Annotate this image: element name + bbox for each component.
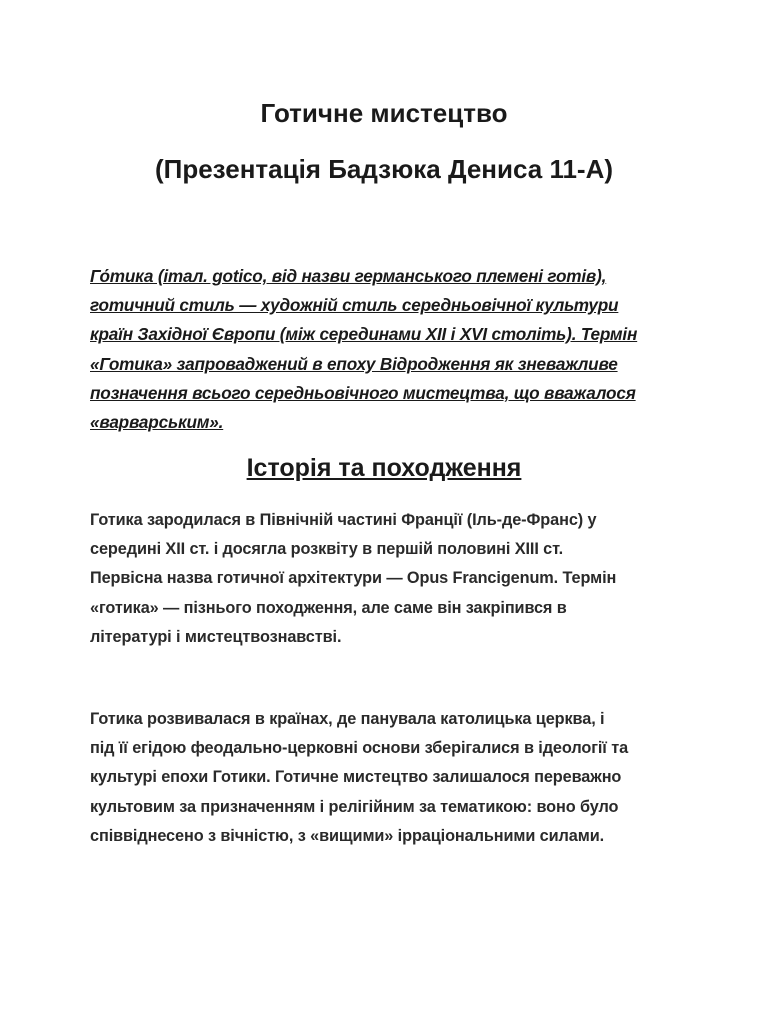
intro-line: «Готика» запроваджений в епоху Відродження як зневажливе <box>90 353 618 374</box>
document-title: Готичне мистецтво <box>260 98 508 128</box>
paragraph-line: Первісна назва готичної архітектури — Opus Francigenum. Термін <box>90 569 617 588</box>
intro-line: країн Західної Європи (між серединами XII і XVI століть). Термін <box>90 324 638 345</box>
intro-line: Го́тика (італ. gotico, від назви германського племені готів), <box>90 266 607 286</box>
paragraph-line: Готика зародилася в Північній частині Франції (Іль-де-Франс) у <box>90 511 597 529</box>
paragraph-line: співвіднесено з вічністю, з «вищими» ірраціональними силами. <box>90 826 605 845</box>
history-paragraph-1 <box>90 506 690 652</box>
paragraph-line: культовим за призначенням і релігійним за тематикою: воно було <box>90 797 619 816</box>
intro-definition <box>90 262 680 437</box>
section-heading-history: Історія та походження <box>246 454 522 482</box>
document-subtitle: (Презентація Бадзюка Дениса 11-А) <box>154 154 614 184</box>
paragraph-line: літературі і мистецтвознавстві. <box>90 627 342 646</box>
history-paragraph-2 <box>90 705 690 851</box>
intro-line: готичний стиль — художній стиль середньовічної культури <box>90 295 619 316</box>
paragraph-line: «готика» — пізнього походження, але саме він закріпився в <box>90 598 567 617</box>
intro-line: «варварським». <box>90 412 224 433</box>
intro-line: позначення всього середньовічного мистецтва, що вважалося <box>90 382 636 403</box>
paragraph-line: Готика розвивалася в країнах, де панувала католицька церква, і <box>90 710 605 728</box>
paragraph-line: середині XII ст. і досягла розквіту в першій половині XIII ст. <box>90 540 563 559</box>
paragraph-line: під її егідою феодально-церковні основи зберігалися в ідеології та <box>90 739 629 758</box>
paragraph-line: культурі епохи Готики. Готичне мистецтво залишалося переважно <box>90 768 622 787</box>
